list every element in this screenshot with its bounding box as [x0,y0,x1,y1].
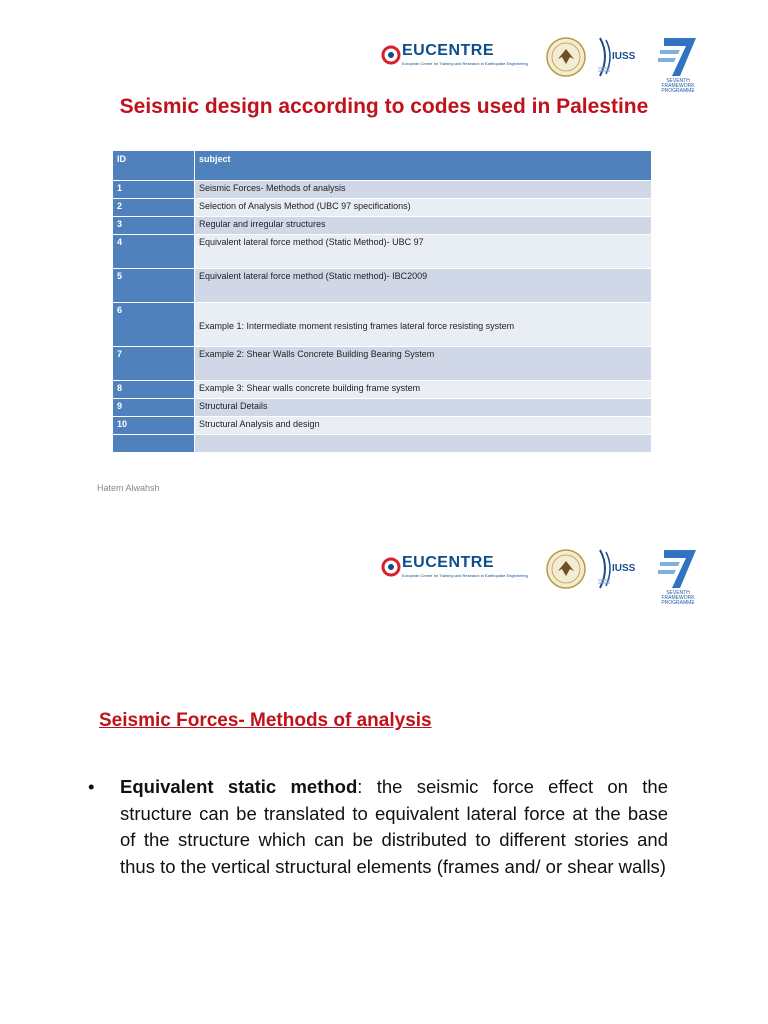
header-id: ID [113,151,195,181]
table-row [113,381,652,399]
logo-strip [380,34,710,94]
eucentre-subtitle: European Centre for Training and Research in Earthquake Engineering [402,573,528,578]
iuss-name: IUSS [612,563,636,574]
row-subject: Structural Details [195,399,652,417]
row-subject: Example 3: Shear walls concrete building frame system [195,381,652,399]
bullet-term: Equivalent static method [120,776,358,797]
slide-title: Seismic design according to codes used in Palestine [119,95,649,118]
row-subject: Structural Analysis and design [195,417,652,435]
fp7-logo [650,546,706,606]
slide-2 [0,512,768,1024]
author-footer: Hatem Alwahsh [97,483,160,493]
row-id: 5 [113,269,195,303]
row-id: 3 [113,217,195,235]
eucentre-logo [380,554,540,584]
row-id: 2 [113,199,195,217]
row-subject [195,435,652,453]
iuss-logo [596,36,634,80]
table-row [113,435,652,453]
fp7-logo [650,34,706,94]
university-seal-icon [546,37,586,77]
table-header-row [113,151,652,181]
iuss-logo [596,548,634,592]
row-subject: Seismic Forces- Methods of analysis [195,181,652,199]
table-row [113,217,652,235]
table-row [113,235,652,269]
iuss-name: IUSS [612,51,636,62]
row-subject: Selection of Analysis Method (UBC 97 specifications) [195,199,652,217]
bullet-body: : the seismic force effect on the structure can be translated to equivalent lateral force at the base of the structure which can be distributed to different stories and thus to the vertical structural elements (frames and/ or shear walls) [120,776,668,877]
fp7-caption: SEVENTH FRAMEWORK PROGRAMME [661,590,695,606]
row-id: 1 [113,181,195,199]
eucentre-mark-icon [380,44,402,66]
university-seal-icon [546,549,586,589]
row-subject: Equivalent lateral force method (Static Method)- UBC 97 [195,235,652,269]
row-id [113,435,195,453]
table-row [113,417,652,435]
table-row [113,269,652,303]
fp7-mark-icon [650,546,706,590]
table-row [113,303,652,347]
table-row [113,399,652,417]
fp7-caption: SEVENTH FRAMEWORK PROGRAMME [661,78,695,94]
fp7-mark-icon [650,34,706,78]
eucentre-name: EUCENTRE [402,42,495,59]
row-subject: Example 2: Shear Walls Concrete Building Bearing System [195,347,652,381]
row-subject: Regular and irregular structures [195,217,652,235]
eucentre-name: EUCENTRE [402,554,495,571]
table-row [113,181,652,199]
row-id: 8 [113,381,195,399]
row-subject: Example 1: Intermediate moment resisting frames lateral force resisting system [195,303,652,347]
table-row [113,347,652,381]
table-row [113,199,652,217]
row-id: 10 [113,417,195,435]
logo-strip [380,546,710,606]
bullet-text [120,774,668,880]
section-title: Seismic Forces- Methods of analysis [99,710,432,731]
bullet-dot: • [88,776,95,797]
header-subject: subject [195,151,652,181]
row-id: 6 [113,303,195,347]
topics-table [112,150,652,453]
eucentre-subtitle: European Centre for Training and Research in Earthquake Engineering [402,61,528,66]
eucentre-logo [380,42,540,72]
row-id: 9 [113,399,195,417]
eucentre-mark-icon [380,556,402,578]
row-id: 7 [113,347,195,381]
row-id: 4 [113,235,195,269]
row-subject: Equivalent lateral force method (Static method)- IBC2009 [195,269,652,303]
